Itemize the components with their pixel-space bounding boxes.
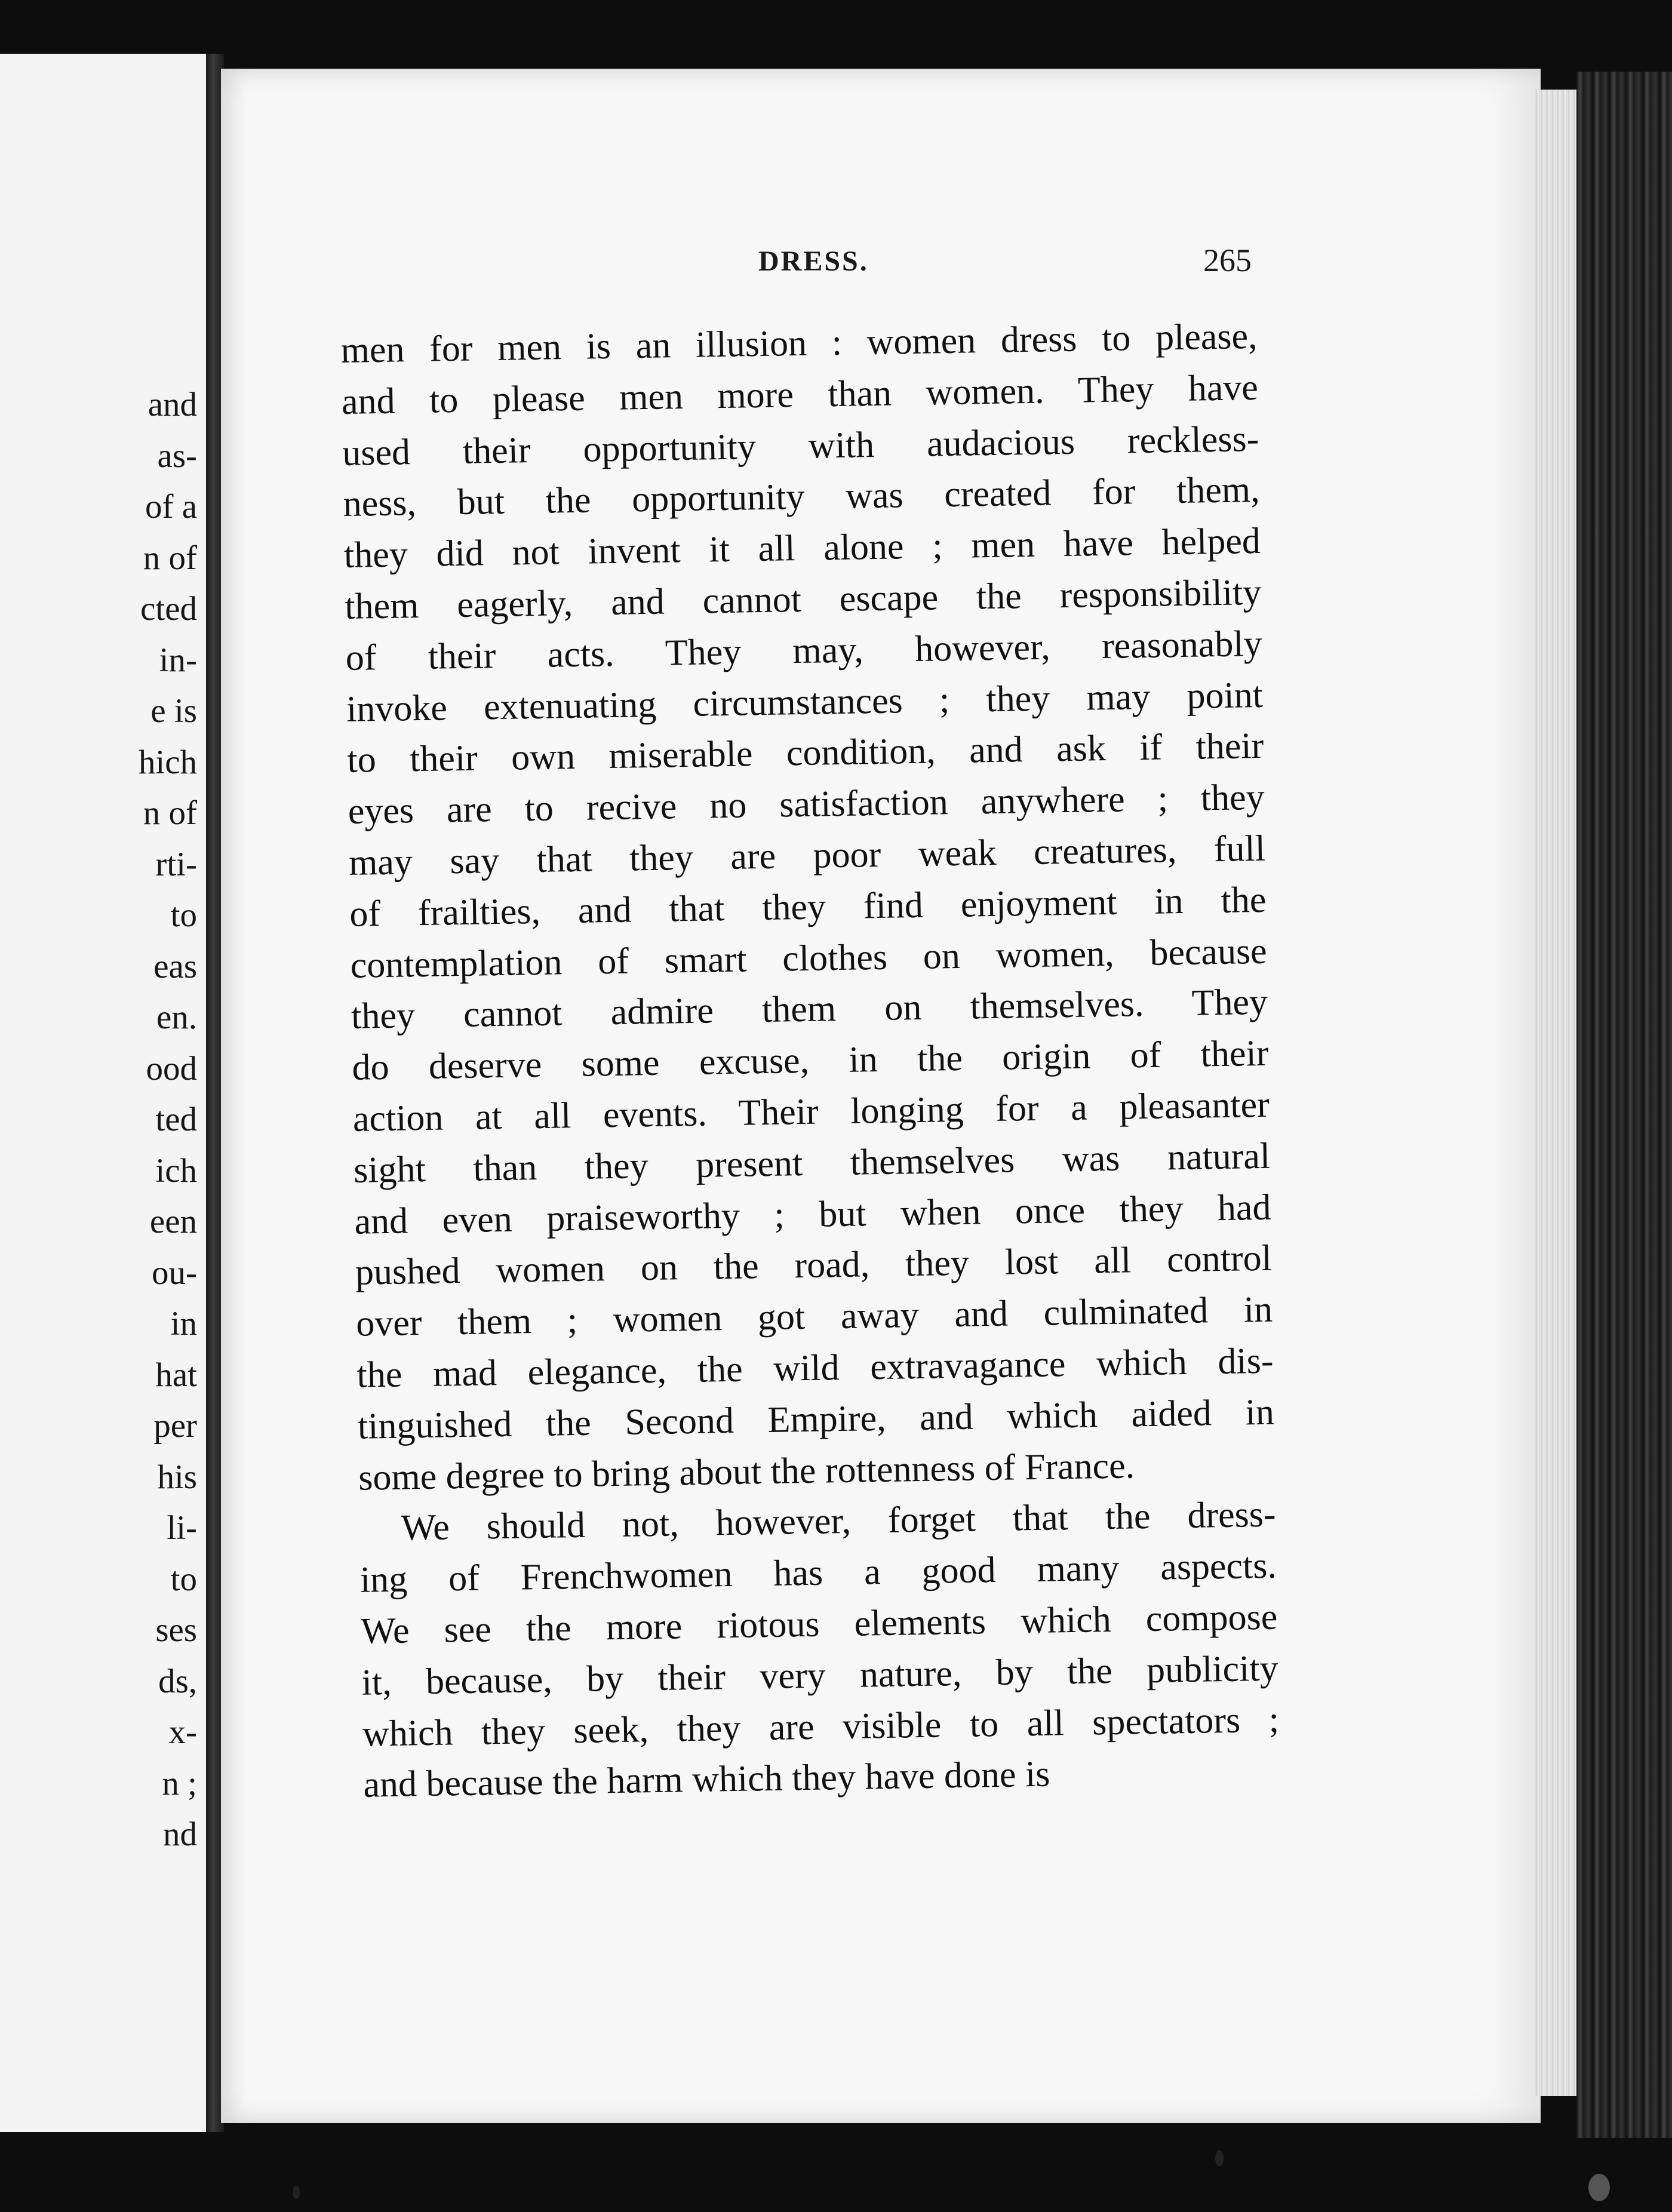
text-line: of their acts. They may, however, reasonably [345, 623, 1263, 678]
left-page-fragment: nd [163, 1815, 197, 1853]
text-line: some degree to bring about the rottenness of France. [358, 1445, 1135, 1498]
text-line: action at all events. Their longing for a pleasanter [352, 1084, 1270, 1139]
text-line: eyes are to recive no satisfaction anywhere ; they [348, 776, 1265, 832]
text-line: they did not invent it all alone ; men have helped [343, 521, 1261, 576]
text-line: it, because, by their very nature, by the publicity [361, 1648, 1279, 1703]
text-line: ness, but the opportunity was created for them, [343, 469, 1261, 525]
left-page-fragment: his [157, 1458, 197, 1496]
page-body-text [340, 311, 1280, 1811]
text-line: sight than they present themselves was natural [353, 1135, 1271, 1191]
text-line: them eagerly, and cannot escape the responsibility [344, 572, 1262, 627]
scan-speck [1215, 2150, 1224, 2167]
left-page-fragment: en. [156, 999, 197, 1036]
text-line: contemplation of smart clothes on women, because [350, 930, 1268, 986]
text-line: to their own miserable condition, and ask if their [346, 726, 1264, 781]
left-page-fragment: hich [138, 743, 197, 781]
left-page-fragment: cted [140, 590, 197, 628]
left-page-fragment: ds, [158, 1662, 197, 1700]
text-line: over them ; women got away and culminated in [355, 1289, 1273, 1344]
scan-speck [293, 2186, 300, 2199]
left-page-fragment: ich [155, 1151, 197, 1190]
left-page-fragment: x- [168, 1713, 197, 1751]
page-edges [1535, 90, 1576, 2096]
text-line: ing of Frenchwomen has a good many aspects. [359, 1545, 1277, 1600]
left-page-fragment: as- [157, 437, 197, 475]
left-page-fragment: to [170, 1560, 197, 1598]
left-page-fragment: ses [155, 1611, 197, 1649]
text-line: tinguished the Second Empire, and which aided in [357, 1391, 1275, 1447]
book-spine-edge [1576, 72, 1672, 2138]
left-page-fragment: hat [155, 1356, 197, 1394]
left-page-fragment: ood [146, 1049, 197, 1087]
left-page-fragment: per [153, 1407, 197, 1445]
page-number: 265 [1203, 242, 1252, 278]
text-line: the mad elegance, the wild extravagance which dis- [356, 1340, 1274, 1396]
text-line: do deserve some excuse, in the origin of their [351, 1033, 1269, 1088]
left-page-text-fragments [0, 379, 197, 1860]
text-line: and to please men more than women. They have [341, 367, 1259, 422]
left-page-fragment: in [170, 1305, 197, 1342]
left-page [0, 54, 210, 2132]
left-page-fragment: n of [143, 539, 197, 577]
left-page-fragment: n ; [162, 1764, 197, 1802]
left-page-fragment: rti- [155, 845, 197, 883]
text-line: and even praiseworthy ; but when once they had [354, 1187, 1271, 1242]
left-page-fragment: and [147, 386, 197, 423]
text-line: We should not, however, forget that the dress- [401, 1494, 1276, 1549]
text-line: pushed women on the road, they lost all control [355, 1238, 1273, 1294]
text-line: used their opportunity with audacious reckless- [342, 418, 1259, 474]
left-page-fragment: ou- [152, 1254, 197, 1292]
left-page-fragment: li- [167, 1509, 197, 1547]
scan-speck [1588, 2174, 1610, 2201]
text-line: invoke extenuating circumstances ; they may point [346, 674, 1264, 730]
running-head: DRESS. [758, 245, 869, 277]
text-line: men for men is an illusion : women dress to please, [340, 315, 1258, 371]
left-page-fragment: ted [155, 1101, 197, 1138]
text-line: We see the more riotous elements which compose [360, 1596, 1278, 1652]
left-page-fragment: e is [150, 692, 197, 730]
left-page-fragment: of a [145, 488, 197, 526]
left-page-fragment: to [170, 896, 197, 934]
left-page-fragment: in- [159, 641, 197, 679]
text-line: and because the harm which they have done is [362, 1753, 1050, 1806]
left-page-fragment: een [149, 1203, 197, 1240]
left-page-fragment: eas [153, 947, 197, 985]
left-page-fragment: n of [143, 794, 197, 832]
text-line: of frailties, and that they find enjoyment in the [349, 879, 1267, 935]
text-line: they cannot admire them on themselves. They [351, 982, 1268, 1037]
text-line: which they seek, they are visible to all spectators ; [362, 1699, 1280, 1755]
text-line: may say that they are poor weak creatures, full [348, 828, 1266, 883]
